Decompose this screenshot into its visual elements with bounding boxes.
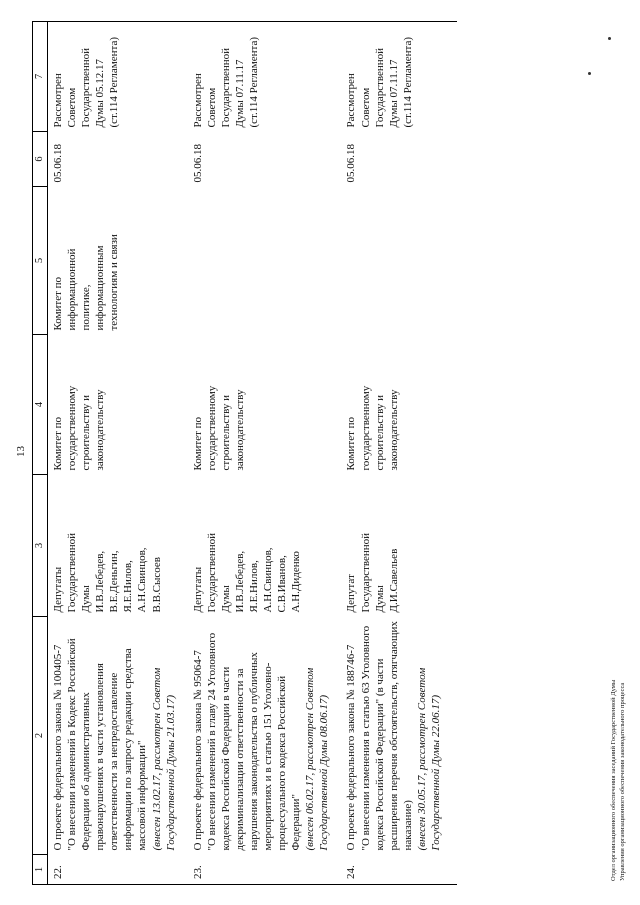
responsible-committee: Комитет по государственному строительству и законодательству — [345, 385, 400, 471]
bill-note: (внесен 30.05.17, рассмотрен Советом Государственной Думы 22.06.17) — [415, 667, 442, 851]
bill-note: (внесен 13.02.17, рассмотрен Советом Государственной Думы 21.03.17) — [150, 667, 177, 851]
column-number-row — [33, 22, 48, 885]
responsible-committee: Комитет по государственному строительству и законодательству — [191, 385, 246, 471]
co-executor-committee: Комитет по информационной политике, информационным технологиям и связи — [52, 234, 121, 331]
column-number-4: 4 — [33, 335, 48, 475]
bill-status: Рассмотрен Советом Государственной Думы 07.11.17 (ст.114 Регламента) — [341, 22, 457, 132]
table-row — [48, 22, 188, 885]
bills-table — [32, 21, 457, 885]
footer-line-department: Отдел организационного обеспечения заседаний Государственной Думы — [610, 679, 617, 881]
bill-description — [188, 617, 342, 855]
bill-title: О проекте федерального закона № 95064-7 "О внесении изменений в главу 24 Уголовного кодекса Российской Федерации в части декриминализации ответственности за нарушения законодательства о публичных мероприятиях и в статью 151 Уголовно-процессуального кодекса Российской Федерации" — [191, 632, 303, 851]
table-row — [188, 22, 342, 885]
co-executor-committee — [341, 187, 457, 335]
bill-description — [48, 617, 188, 855]
bill-status: Рассмотрен Советом Государственной Думы 05.12.17 (ст.114 Регламента) — [48, 22, 188, 132]
table-row — [341, 22, 457, 885]
column-number-1: 1 — [33, 855, 48, 885]
bill-title: О проекте федерального закона № 100405-7 "О внесении изменений в Кодекс Российской Федерации об административных правонарушениях в части установления ответственности за непредоставление информации по запросу редакции средства массовой информации" — [52, 638, 149, 851]
scan-speck — [608, 37, 611, 40]
responsible-committee: Комитет по государственному строительству и законодательству — [52, 385, 107, 471]
bill-authors: Депутаты Государственной Думы И.В.Лебедев, В.Е.Деньгин, Я.Е.Нилов, А.Н.Свинцов, В.В.Сысоев — [52, 532, 163, 613]
bill-authors: Депутаты Государственной Думы И.В.Лебедев, Я.Е.Нилов, А.Н.Свинцов, С.В.Иванов, А.Н.Диденко — [191, 532, 303, 613]
bill-description — [341, 617, 457, 855]
column-number-5: 5 — [33, 187, 48, 335]
column-number-3: 3 — [33, 475, 48, 617]
co-executor-committee — [188, 187, 342, 335]
footer-note — [610, 680, 628, 881]
consideration-date: 05.06.18 — [191, 144, 204, 183]
scan-speck — [588, 72, 591, 75]
consideration-date: 05.06.18 — [52, 144, 64, 183]
column-number-2: 2 — [33, 617, 48, 855]
bill-status: Рассмотрен Советом Государственной Думы 07.11.17 (ст.114 Регламента) — [188, 22, 342, 132]
row-number: 23. — [188, 855, 342, 885]
consideration-date: 05.06.18 — [345, 144, 358, 183]
bill-title: О проекте федерального закона № 188746-7 "О внесении изменения в статью 63 Уголовного кодекса Российской Федерации" (в части расширения перечня обстоятельств, отягчающих наказание) — [345, 621, 414, 851]
row-number: 24. — [341, 855, 457, 885]
row-number: 22. — [48, 855, 188, 885]
column-number-7: 7 — [33, 22, 48, 132]
footer-line-directorate: Управления организационного обеспечения законодательного процесса — [618, 682, 626, 881]
column-number-6: 6 — [33, 132, 48, 187]
bill-authors: Депутат Государственной Думы Д.И.Савельев — [345, 532, 400, 613]
page-number: 13 — [15, 446, 27, 457]
bill-note: (внесен 06.02.17, рассмотрен Советом Государственной Думы 08.06.17) — [304, 667, 331, 851]
